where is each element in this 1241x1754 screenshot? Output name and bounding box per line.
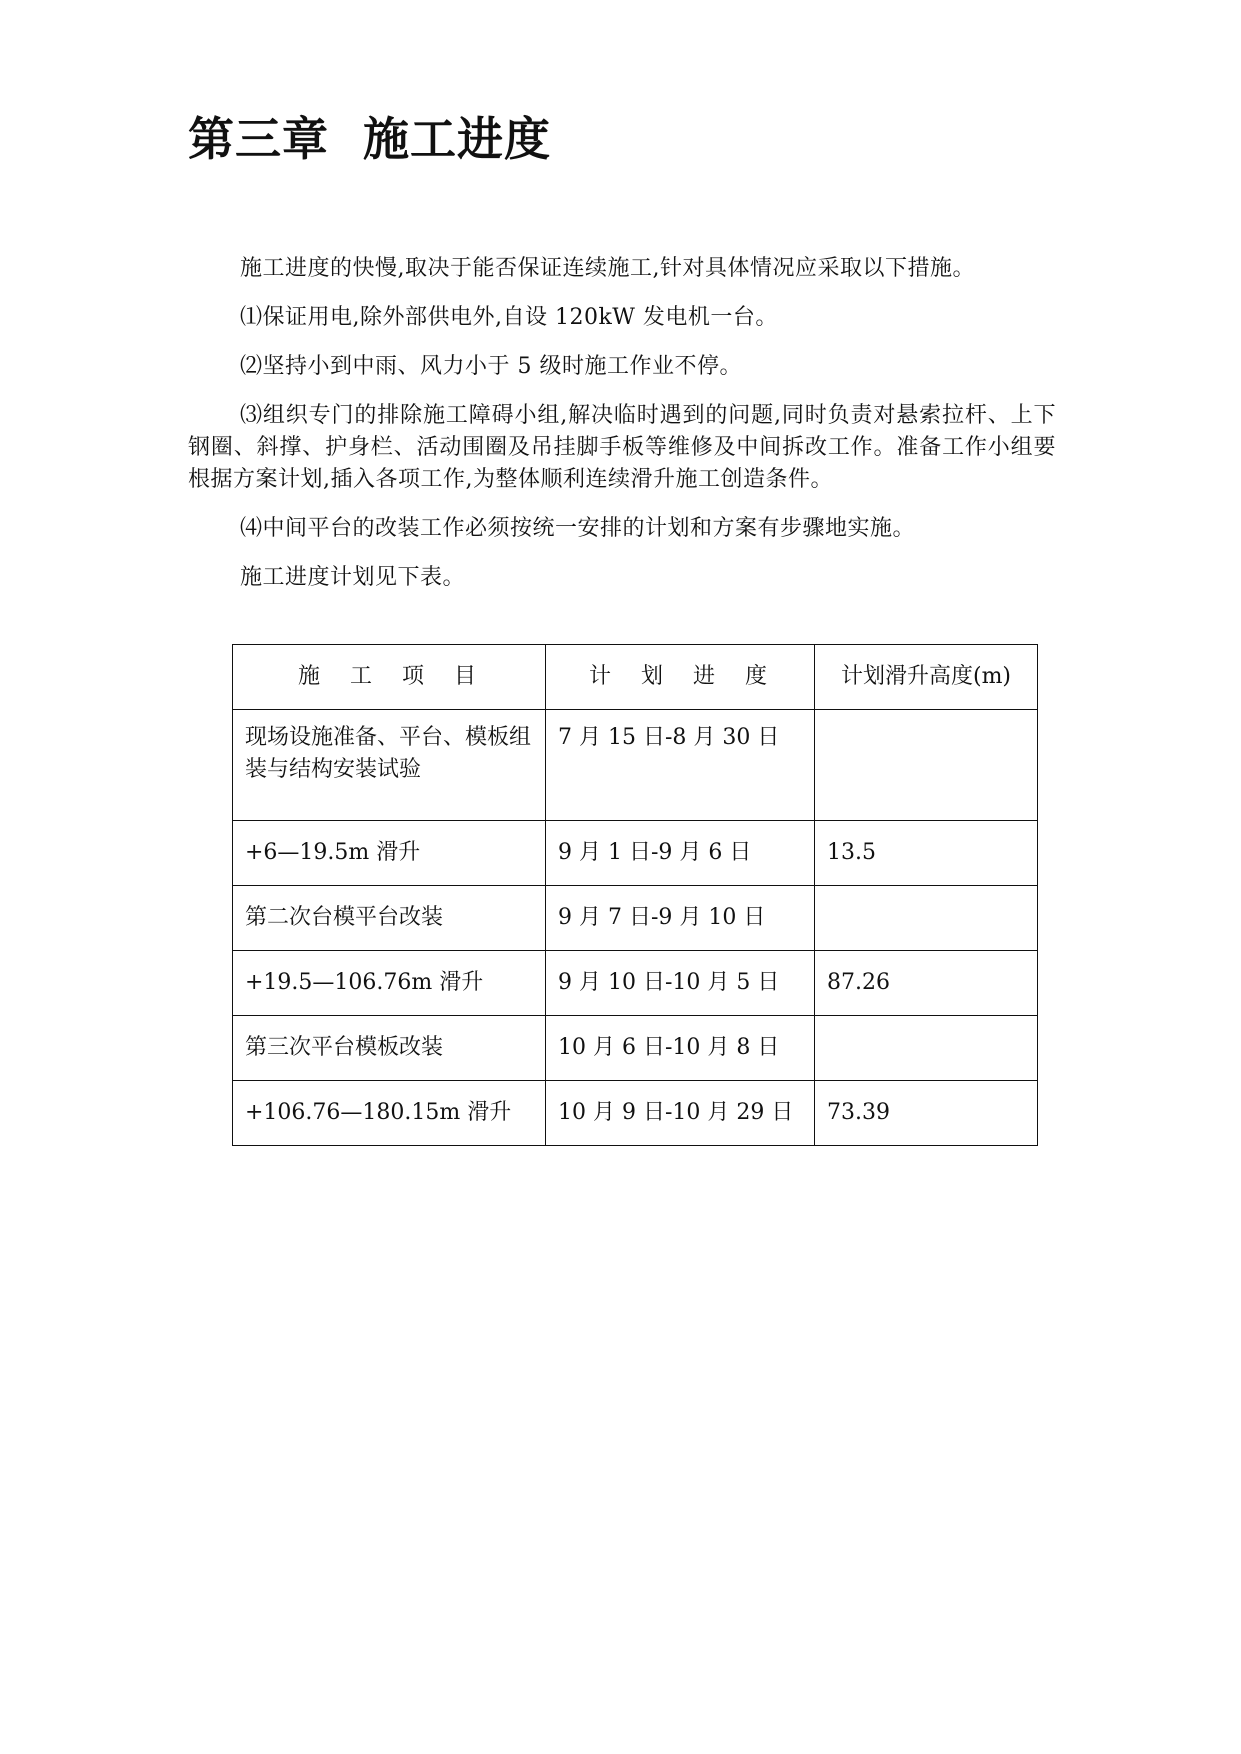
cell-period: 9 月 1 日-9 月 6 日 [546, 821, 815, 886]
measure-platform-paragraph: ⑷中间平台的改装工作必须按统一安排的计划和方案有步骤地实施。 [240, 516, 916, 541]
cell-period: 10 月 6 日-10 月 8 日 [546, 1016, 815, 1081]
cell-height [815, 886, 1038, 951]
header-item: 施 工 项 目 [233, 645, 546, 710]
cell-period: 9 月 7 日-9 月 10 日 [546, 886, 815, 951]
cell-period: 7 月 15 日-8 月 30 日 [546, 710, 815, 821]
schedule-table [232, 644, 1038, 1146]
cell-height: 13.5 [815, 821, 1038, 886]
cell-item: +6—19.5m 滑升 [233, 821, 546, 886]
table-row [233, 710, 1038, 821]
cell-height [815, 1016, 1038, 1081]
cell-height [815, 710, 1038, 821]
table-row [233, 886, 1038, 951]
table-row [233, 821, 1038, 886]
cell-item: 第三次平台模板改装 [233, 1016, 546, 1081]
table-row [233, 1016, 1038, 1081]
table-intro-paragraph: 施工进度计划见下表。 [240, 565, 466, 590]
header-height: 计划滑升高度(m) [815, 645, 1038, 710]
cell-height: 73.39 [815, 1081, 1038, 1146]
cell-item: +106.76—180.15m 滑升 [233, 1081, 546, 1146]
cell-period: 9 月 10 日-10 月 5 日 [546, 951, 815, 1016]
chapter-title: 第三章 施工进度 [188, 112, 552, 166]
header-period: 计 划 进 度 [546, 645, 815, 710]
cell-item: 现场设施准备、平台、模板组装与结构安装试验 [233, 710, 546, 821]
table-row [233, 1081, 1038, 1146]
measure-power-paragraph: ⑴保证用电,除外部供电外,自设 120kW 发电机一台。 [240, 305, 778, 330]
cell-height: 87.26 [815, 951, 1038, 1016]
measure-weather-paragraph: ⑵坚持小到中雨、风力小于 5 级时施工作业不停。 [240, 354, 742, 379]
table-header-row [233, 645, 1038, 710]
table-row [233, 951, 1038, 1016]
cell-period: 10 月 9 日-10 月 29 日 [546, 1081, 815, 1146]
cell-item: +19.5—106.76m 滑升 [233, 951, 546, 1016]
cell-item: 第二次台模平台改装 [233, 886, 546, 951]
measure-team-paragraph: ⑶组织专门的排除施工障碍小组,解决临时遇到的问题,同时负责对悬索拉杆、上下钢圈、斜撑、护身栏、活动围圈及吊挂脚手板等维修及中间拆改工作。准备工作小组要根据方案计划,插入各项工作,为整体顺利连续滑升施工创造条件。 [188, 403, 1056, 492]
intro-paragraph: 施工进度的快慢,取决于能否保证连续施工,针对具体情况应采取以下措施。 [240, 256, 975, 281]
body-text [188, 253, 1056, 611]
